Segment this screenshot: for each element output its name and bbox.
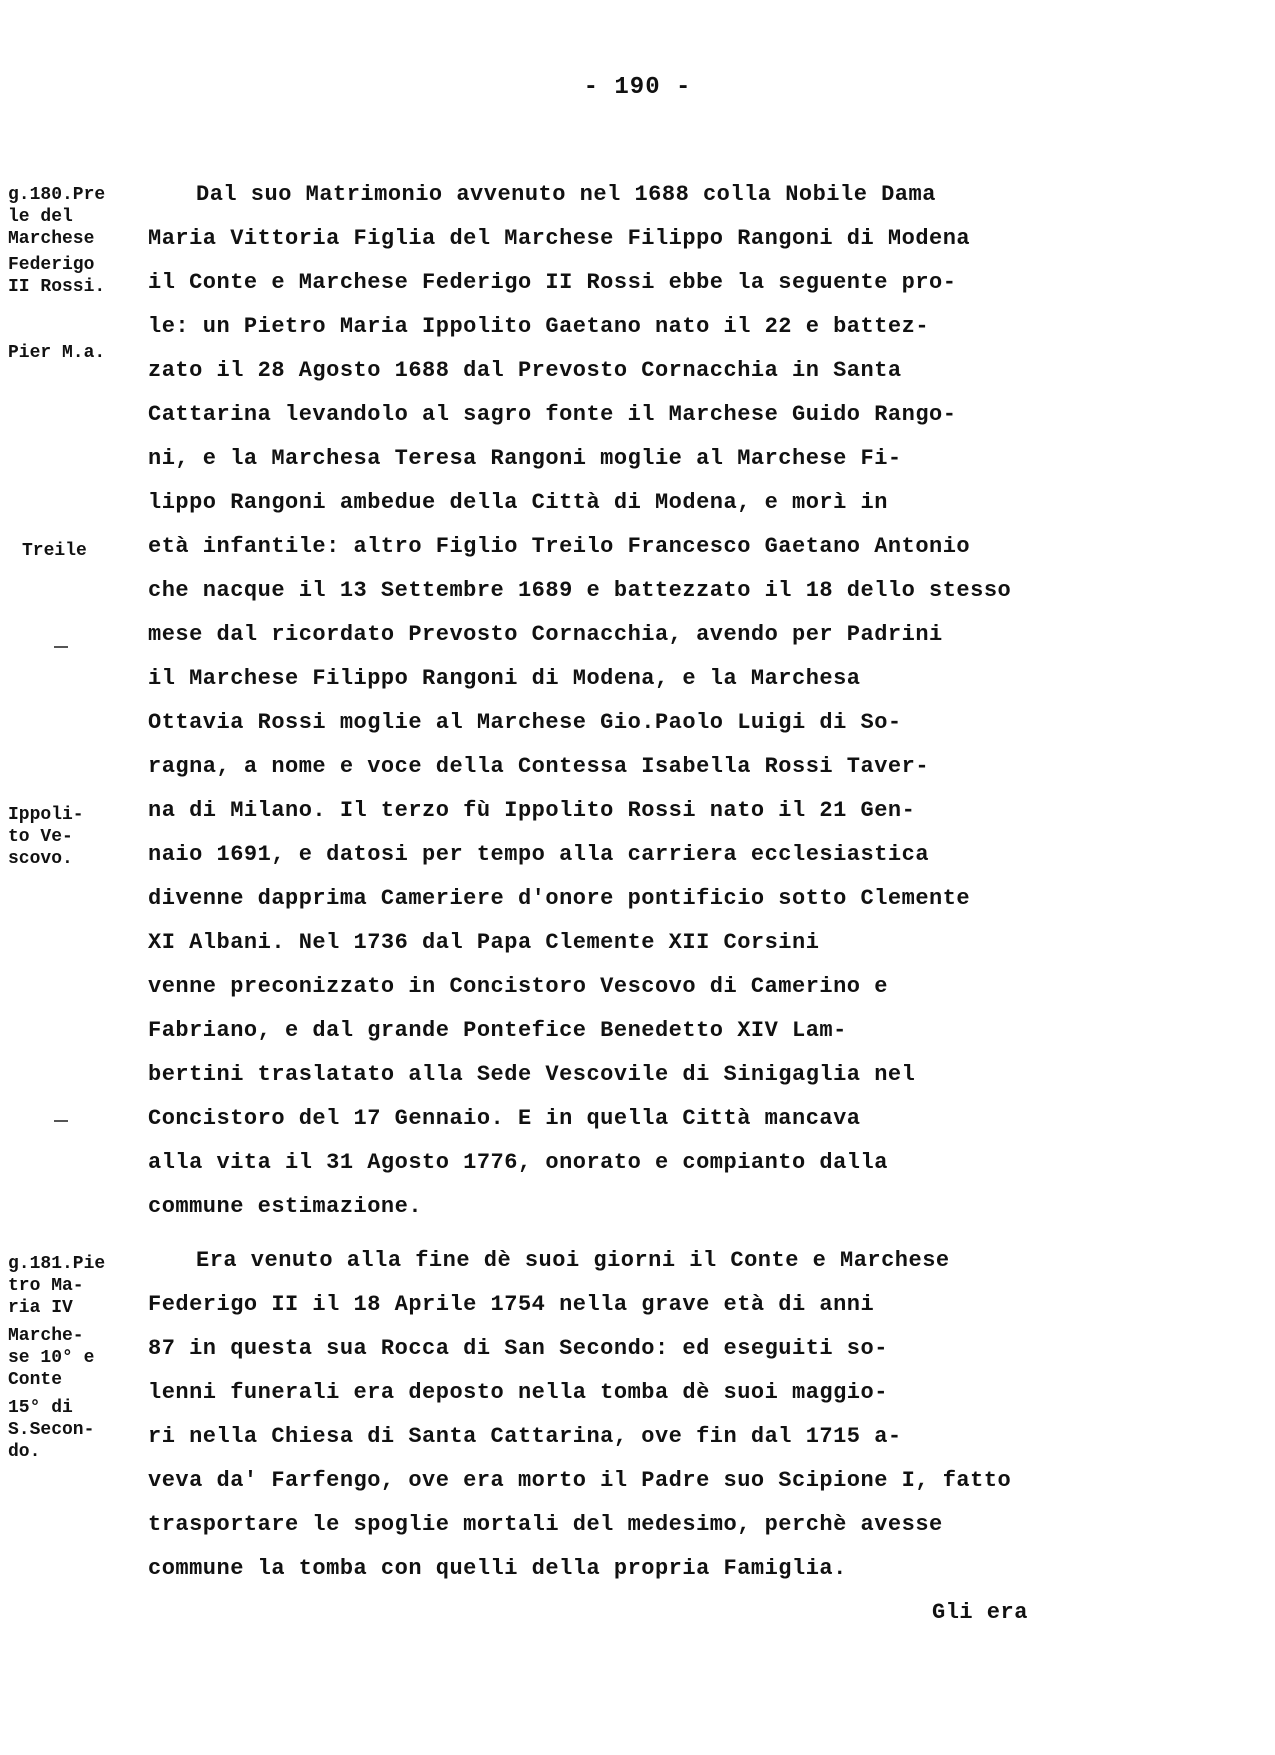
body-line: commune la tomba con quelli della propria Famiglia. bbox=[148, 1556, 847, 1581]
margin-dash bbox=[54, 646, 68, 648]
body-line: Fabriano, e dal grande Pontefice Benedetto XIV Lam- bbox=[148, 1018, 847, 1043]
margin-note-line: ria IV bbox=[8, 1298, 73, 1318]
body-line: il Marchese Filippo Rangoni di Modena, e la Marchesa bbox=[148, 666, 861, 691]
margin-note-line: Federigo bbox=[8, 255, 95, 275]
margin-note-line: g.181.Pie bbox=[8, 1254, 106, 1274]
margin-note-180 bbox=[8, 184, 105, 298]
body-line: Era venuto alla fine dè suoi giorni il Conte e Marchese bbox=[196, 1248, 950, 1273]
body-line: età infantile: altro Figlio Treilo Francesco Gaetano Antonio bbox=[148, 534, 971, 559]
body-line: venne preconizzato in Concistoro Vescovo di Camerino e bbox=[148, 974, 888, 999]
body-line: veva da' Farfengo, ove era morto il Padre suo Scipione I, fatto bbox=[148, 1468, 1012, 1493]
margin-note-line: Conte bbox=[8, 1370, 63, 1390]
margin-note-line: se 10° e bbox=[8, 1348, 95, 1368]
margin-note-181 bbox=[8, 1253, 105, 1463]
body-line: ni, e la Marchesa Teresa Rangoni moglie al Marchese Fi- bbox=[148, 446, 902, 471]
body-line: lippo Rangoni ambedue della Città di Modena, e morì in bbox=[148, 490, 888, 515]
margin-note-line: do. bbox=[8, 1442, 41, 1462]
margin-note-pier bbox=[8, 342, 105, 364]
body-line: Ottavia Rossi moglie al Marchese Gio.Paolo Luigi di So- bbox=[148, 710, 902, 735]
body-line: alla vita il 31 Agosto 1776, onorato e compianto dalla bbox=[148, 1150, 888, 1175]
margin-note-line: g.180.Pre bbox=[8, 185, 106, 205]
catchword: Gli era bbox=[932, 1600, 1028, 1625]
margin-note-line: Marche- bbox=[8, 1326, 84, 1346]
margin-note-line: tro Ma- bbox=[8, 1276, 84, 1296]
body-line: Concistoro del 17 Gennaio. E in quella Città mancava bbox=[148, 1106, 861, 1131]
body-line: XI Albani. Nel 1736 dal Papa Clemente XII Corsini bbox=[148, 930, 820, 955]
margin-note-ippolito bbox=[8, 804, 84, 870]
page-number: - 190 - bbox=[583, 74, 692, 101]
body-line: il Conte e Marchese Federigo II Rossi ebbe la seguente pro- bbox=[148, 270, 957, 295]
margin-note-line: S.Secon- bbox=[8, 1420, 95, 1440]
body-line: zato il 28 Agosto 1688 dal Prevosto Cornacchia in Santa bbox=[148, 358, 902, 383]
body-line: ragna, a nome e voce della Contessa Isabella Rossi Taver- bbox=[148, 754, 930, 779]
body-line: mese dal ricordato Prevosto Cornacchia, avendo per Padrini bbox=[148, 622, 943, 647]
body-line: trasportare le spoglie mortali del medesimo, perchè avesse bbox=[148, 1512, 943, 1537]
body-line: Cattarina levandolo al sagro fonte il Marchese Guido Rango- bbox=[148, 402, 957, 427]
margin-note-line: Ippoli- bbox=[8, 805, 84, 825]
margin-note-line: le del bbox=[8, 207, 73, 227]
margin-note-line: II Rossi. bbox=[8, 277, 106, 297]
body-line: le: un Pietro Maria Ippolito Gaetano nato il 22 e battez- bbox=[148, 314, 930, 339]
margin-note-line: Marchese bbox=[8, 229, 95, 249]
body-line: naio 1691, e datosi per tempo alla carriera ecclesiastica bbox=[148, 842, 930, 867]
body-line: Dal suo Matrimonio avvenuto nel 1688 colla Nobile Dama bbox=[196, 182, 936, 207]
body-line: che nacque il 13 Settembre 1689 e battezzato il 18 dello stesso bbox=[148, 578, 1012, 603]
body-line: na di Milano. Il terzo fù Ippolito Rossi nato il 21 Gen- bbox=[148, 798, 916, 823]
body-line: Maria Vittoria Figlia del Marchese Filippo Rangoni di Modena bbox=[148, 226, 971, 251]
margin-note-line: Treile bbox=[22, 541, 87, 561]
margin-note-line: 15° di bbox=[8, 1398, 73, 1418]
body-line: lenni funerali era deposto nella tomba dè suoi maggio- bbox=[148, 1380, 888, 1405]
body-line: bertini traslatato alla Sede Vescovile di Sinigaglia nel bbox=[148, 1062, 916, 1087]
body-line: ri nella Chiesa di Santa Cattarina, ove fin dal 1715 a- bbox=[148, 1424, 902, 1449]
body-line: Federigo II il 18 Aprile 1754 nella grave età di anni bbox=[148, 1292, 875, 1317]
body-line: 87 in questa sua Rocca di San Secondo: ed eseguiti so- bbox=[148, 1336, 888, 1361]
body-line: divenne dapprima Cameriere d'onore pontificio sotto Clemente bbox=[148, 886, 971, 911]
body-line: commune estimazione. bbox=[148, 1194, 423, 1219]
margin-note-treile bbox=[22, 540, 87, 562]
margin-dash bbox=[54, 1120, 68, 1122]
margin-note-line: Pier M.a. bbox=[8, 343, 106, 363]
margin-note-line: to Ve- bbox=[8, 827, 73, 847]
margin-note-line: scovo. bbox=[8, 849, 73, 869]
